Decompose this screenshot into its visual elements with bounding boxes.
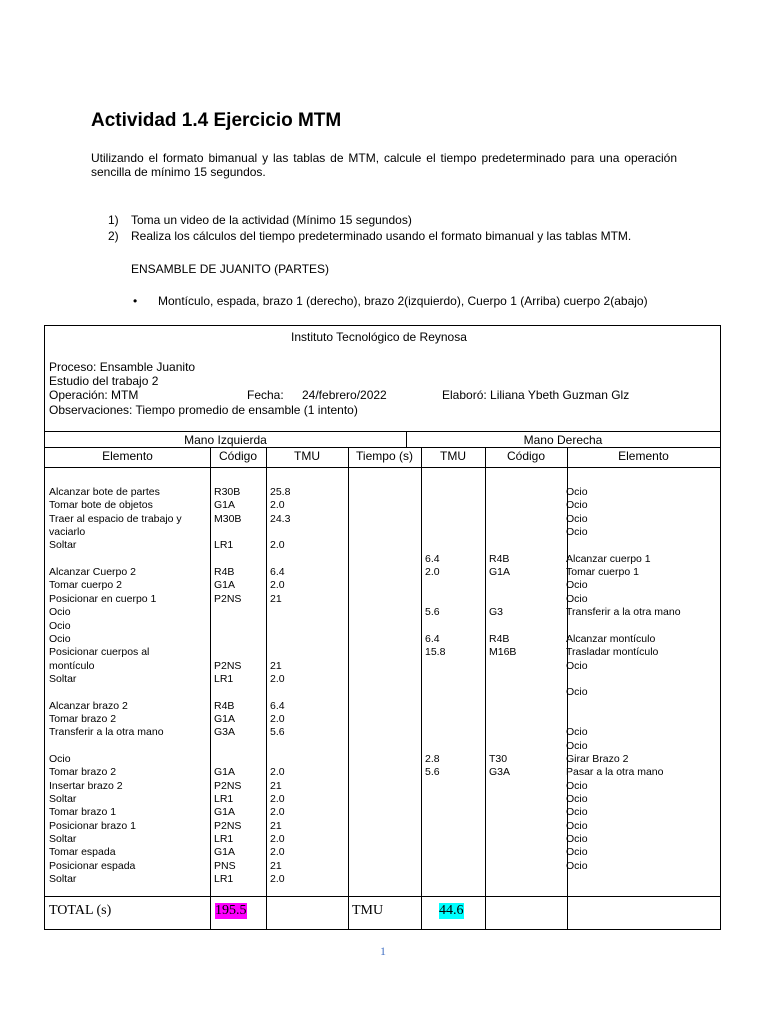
steps-list xyxy=(108,212,631,244)
divider xyxy=(45,467,720,468)
left-elemento-cell: Posicionar brazo 1 xyxy=(49,819,136,832)
step-text: Toma un video de la actividad (Mínimo 15 segundos) xyxy=(131,213,412,227)
institution-name: Instituto Tecnológico de Reynosa xyxy=(291,330,467,344)
left-codigo-cell: LR1 xyxy=(214,539,234,552)
left-elemento-cell: Posicionar en cuerpo 1 xyxy=(49,592,157,605)
left-tmu-cell: 2.0 xyxy=(270,539,285,552)
left-tmu-cell: 2.0 xyxy=(270,873,285,886)
left-codigo-cell: LR1 xyxy=(214,672,234,685)
left-elemento-cell: Transferir a la otra mano xyxy=(49,726,164,739)
left-elemento-cell: Posicionar cuerpos al xyxy=(49,646,150,659)
right-elemento-cell: Ocio xyxy=(566,512,588,525)
left-codigo-cell: R4B xyxy=(214,566,235,579)
left-tmu-cell: 21 xyxy=(270,859,282,872)
right-elemento-cell: Alcanzar cuerpo 1 xyxy=(566,552,651,565)
right-elemento-cell: Transferir a la otra mano xyxy=(566,606,681,619)
divider xyxy=(45,896,720,897)
estudio-field: Estudio del trabajo 2 xyxy=(49,374,159,388)
left-tmu-cell: 2.0 xyxy=(270,712,285,725)
step-number: 2) xyxy=(108,229,119,243)
left-tmu-cell: 2.0 xyxy=(270,806,285,819)
right-elemento-cell: Ocio xyxy=(566,486,588,498)
right-tmu-cell: 5.6 xyxy=(425,766,440,779)
left-tmu-cell: 21 xyxy=(270,819,282,832)
step-item xyxy=(108,228,631,244)
right-elemento-cell: Ocio xyxy=(566,686,588,699)
left-tmu-cell: 2.0 xyxy=(270,672,285,685)
right-elemento-cell: Ocio xyxy=(566,793,588,806)
right-elemento-cell: Ocio xyxy=(566,806,588,819)
left-tmu-cell: 21 xyxy=(270,592,282,605)
left-codigo-cell: G1A xyxy=(214,766,236,779)
left-codigo-cell: PNS xyxy=(214,859,236,872)
right-elemento-cell: Trasladar montículo xyxy=(566,646,659,659)
left-elemento-cell: Tomar cuerpo 2 xyxy=(49,579,122,592)
right-codigo-cell: G1A xyxy=(489,566,511,579)
tmu-total-value: 44.6 xyxy=(439,903,464,918)
elaboro-field: Elaboró: Liliana Ybeth Guzman Glz xyxy=(442,388,630,402)
left-codigo-cell: P2NS xyxy=(214,819,242,832)
col-elemento-left: Elemento xyxy=(102,449,153,463)
left-elemento-cell: Soltar xyxy=(49,873,77,886)
observaciones-field: Observaciones: Tiempo promedio de ensamble (1 intento) xyxy=(49,403,358,417)
total-value: 195.5 xyxy=(215,903,247,918)
mtm-form-table xyxy=(44,325,721,930)
left-tmu-cell: 2.0 xyxy=(270,766,285,779)
proceso-field: Proceso: Ensamble Juanito xyxy=(49,360,196,374)
document-title: Actividad 1.4 Ejercicio MTM xyxy=(91,110,342,131)
bullet-icon: • xyxy=(133,294,138,308)
right-elemento-cell: Alcanzar montículo xyxy=(566,632,656,645)
right-elemento-cell: Ocio xyxy=(566,859,588,872)
left-elemento-cell: Alcanzar brazo 2 xyxy=(49,699,128,712)
right-tmu-cell: 2.0 xyxy=(425,566,440,579)
left-tmu-cell: 2.0 xyxy=(270,499,285,512)
parts-bullet xyxy=(133,294,648,308)
total-label: TOTAL (s) xyxy=(49,903,112,918)
left-elemento-cell: Ocio xyxy=(49,632,71,645)
left-tmu-cell: 2.0 xyxy=(270,793,285,806)
divider xyxy=(348,447,349,929)
right-tmu-cell: 15.8 xyxy=(425,646,446,659)
right-elemento-cell: Ocio xyxy=(566,739,588,752)
fecha-label: Fecha: xyxy=(247,388,284,402)
left-codigo-cell: P2NS xyxy=(214,659,242,672)
right-tmu-cell: 5.6 xyxy=(425,606,440,619)
left-tmu-cell: 2.0 xyxy=(270,846,285,859)
step-number: 1) xyxy=(108,213,119,227)
left-tmu-cell: 21 xyxy=(270,659,282,672)
divider xyxy=(421,447,422,929)
left-elemento-cell: montículo xyxy=(49,659,95,672)
right-elemento-cell: Ocio xyxy=(566,846,588,859)
divider xyxy=(45,431,720,432)
left-codigo-cell: G1A xyxy=(214,846,236,859)
left-elemento-cell: Soltar xyxy=(49,833,77,846)
left-elemento-cell: Soltar xyxy=(49,539,77,552)
right-codigo-cell: G3A xyxy=(489,766,511,779)
intro-paragraph: Utilizando el formato bimanual y las tablas de MTM, calcule el tiempo predeterminado para una operación sencilla de mínimo 15 segundos. xyxy=(91,151,677,179)
right-tmu-cell: 6.4 xyxy=(425,632,440,645)
right-elemento-cell: Ocio xyxy=(566,526,588,539)
left-elemento-cell: Soltar xyxy=(49,793,77,806)
right-elemento-cell: Ocio xyxy=(566,659,588,672)
right-elemento-cell: Ocio xyxy=(566,499,588,512)
step-item xyxy=(108,212,631,228)
right-tmu-cell: 2.8 xyxy=(425,753,440,765)
left-codigo-cell: P2NS xyxy=(214,592,242,605)
left-codigo-cell: LR1 xyxy=(214,833,234,846)
left-elemento-cell: Tomar brazo 2 xyxy=(49,712,117,725)
parts-bullet-text: Montículo, espada, brazo 1 (derecho), brazo 2(izquierdo), Cuerpo 1 (Arriba) cuerpo 2(abajo) xyxy=(158,294,648,308)
left-elemento-cell: Tomar brazo 2 xyxy=(49,766,117,779)
left-elemento-cell: Tomar espada xyxy=(49,846,116,859)
left-tmu-cell: 2.0 xyxy=(270,833,285,846)
left-elemento-cell: Posicionar espada xyxy=(49,859,136,872)
left-elemento-cell: Traer al espacio de trabajo y xyxy=(49,512,182,525)
fecha-value: 24/febrero/2022 xyxy=(302,388,387,402)
left-codigo-cell: LR1 xyxy=(214,793,234,806)
right-elemento-cell: Ocio xyxy=(566,819,588,832)
divider xyxy=(45,447,720,448)
divider xyxy=(485,447,486,929)
col-codigo-right: Código xyxy=(506,449,546,463)
right-elemento-cell: Ocio xyxy=(566,779,588,792)
col-tmu-right: TMU xyxy=(440,449,466,463)
left-codigo-cell: M30B xyxy=(214,512,242,525)
left-codigo-cell: R30B xyxy=(214,486,241,498)
right-elemento-cell: Ocio xyxy=(566,592,588,605)
left-tmu-cell: 6.4 xyxy=(270,566,285,579)
left-elemento-cell: Alcanzar Cuerpo 2 xyxy=(49,566,136,579)
operacion-field: Operación: MTM xyxy=(49,388,139,402)
left-elemento-cell: Alcanzar bote de partes xyxy=(49,486,160,498)
right-elemento-cell: Ocio xyxy=(566,833,588,846)
left-elemento-cell: Ocio xyxy=(49,619,71,632)
left-codigo-cell: R4B xyxy=(214,699,235,712)
right-codigo-cell: T30 xyxy=(489,753,508,765)
right-elemento-cell: Girar Brazo 2 xyxy=(566,753,629,765)
right-codigo-cell: G3 xyxy=(489,606,504,619)
col-tiempo: Tiempo (s) xyxy=(356,449,413,463)
left-hand-header: Mano Izquierda xyxy=(184,433,267,447)
left-elemento-cell: Ocio xyxy=(49,606,71,619)
right-tmu-cell: 6.4 xyxy=(425,552,440,565)
divider xyxy=(266,447,267,929)
col-codigo-left: Código xyxy=(218,449,258,463)
left-codigo-cell: G1A xyxy=(214,806,236,819)
left-tmu-cell: 2.0 xyxy=(270,579,285,592)
left-codigo-cell: G1A xyxy=(214,712,236,725)
right-hand-header: Mano Derecha xyxy=(523,433,603,447)
tmu-total-label: TMU xyxy=(352,903,384,918)
left-elemento-cell: Tomar brazo 1 xyxy=(49,806,117,819)
right-elemento-cell: Ocio xyxy=(566,726,588,739)
left-codigo-cell: LR1 xyxy=(214,873,234,886)
left-tmu-cell: 6.4 xyxy=(270,699,285,712)
col-tmu-left: TMU xyxy=(294,449,320,463)
right-elemento-cell: Tomar cuerpo 1 xyxy=(566,566,639,579)
left-tmu-cell: 21 xyxy=(270,779,282,792)
right-codigo-cell: R4B xyxy=(489,632,510,645)
page-number: 1 xyxy=(380,944,386,958)
divider xyxy=(210,447,211,929)
left-elemento-cell: Tomar bote de objetos xyxy=(49,499,153,512)
right-elemento-cell: Pasar a la otra mano xyxy=(566,766,664,779)
left-codigo-cell: G1A xyxy=(214,499,236,512)
left-tmu-cell: 5.6 xyxy=(270,726,285,739)
left-codigo-cell: P2NS xyxy=(214,779,242,792)
left-elemento-cell: Insertar brazo 2 xyxy=(49,779,123,792)
left-codigo-cell: G3A xyxy=(214,726,236,739)
right-codigo-cell: R4B xyxy=(489,552,510,565)
col-elemento-right: Elemento xyxy=(618,449,669,463)
assembly-title: ENSAMBLE DE JUANITO (PARTES) xyxy=(131,262,330,276)
right-codigo-cell: M16B xyxy=(489,646,517,659)
left-elemento-cell: Soltar xyxy=(49,672,77,685)
left-codigo-cell: G1A xyxy=(214,579,236,592)
left-elemento-cell: Ocio xyxy=(49,753,71,765)
left-tmu-cell: 25.8 xyxy=(270,486,291,498)
step-text: Realiza los cálculos del tiempo predeterminado usando el formato bimanual y las tablas MTM. xyxy=(131,229,632,243)
right-elemento-cell: Ocio xyxy=(566,579,588,592)
left-tmu-cell: 24.3 xyxy=(270,512,291,525)
left-elemento-cell: vaciarlo xyxy=(49,526,86,539)
